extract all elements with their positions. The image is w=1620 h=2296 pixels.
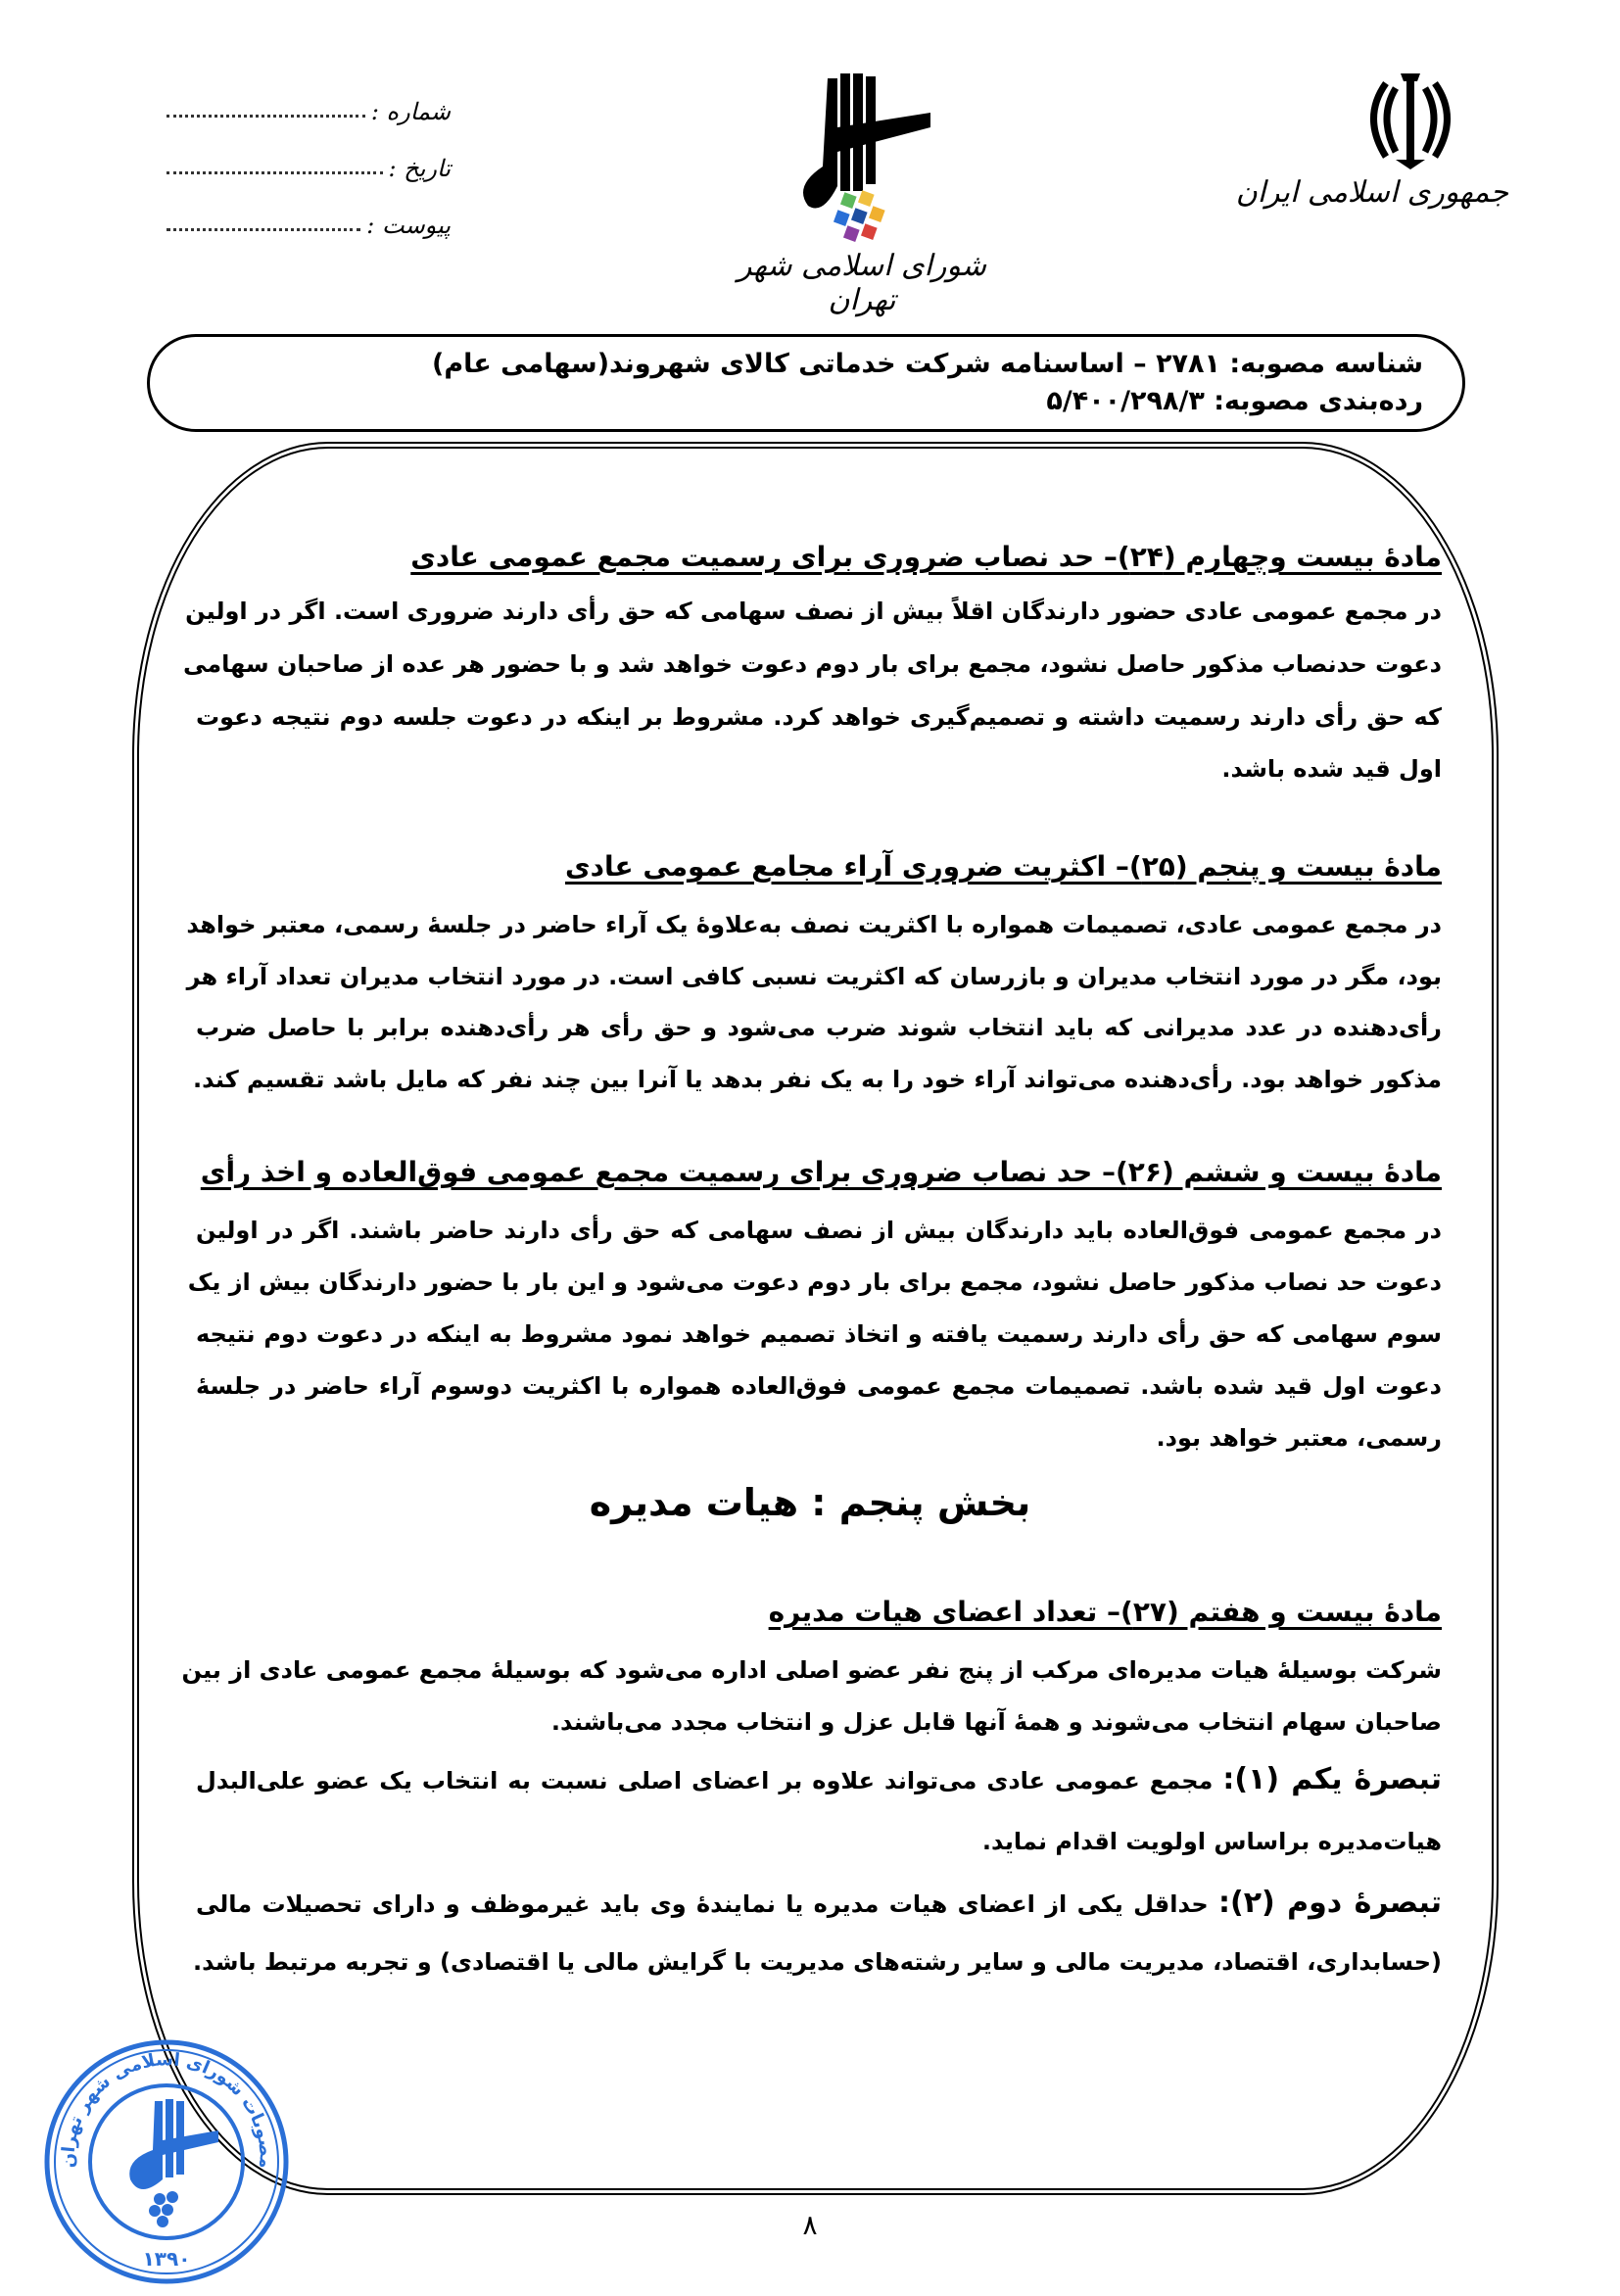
article-27-line: صاحبان سهام انتخاب می‌شوند و همهٔ آنها قابل عزل و انتخاب مجدد می‌باشند. — [550, 1708, 1442, 1736]
date-field — [167, 143, 451, 182]
article-26-line: رسمی، معتبر خواهد بود. — [1156, 1424, 1442, 1452]
article-24-line: در مجمع عمومی عادی حضور دارندگان اقلاً بیش از نصف سهامی که حق رأی دارند ضروری است. اگر در اولین — [185, 598, 1442, 625]
resolution-header — [147, 334, 1465, 432]
article-24-line: دعوت حدنصاب مذکور حاصل نشود، مجمع برای بار دوم دعوت خواهد شد و با حضور هر عده از صاحبان سهامی — [182, 650, 1442, 678]
stamp-seal-icon — [37, 2033, 297, 2292]
number-field — [167, 86, 451, 125]
article-27-heading: مادهٔ بیست و هفتم (۲۷)– تعداد اعضای هیات مدیره — [768, 1596, 1442, 1628]
iran-emblem — [1235, 64, 1508, 250]
iran-emblem-icon — [1357, 64, 1464, 171]
attachment-label: پیوست : — [366, 212, 451, 239]
note-2-text: حداقل یکی از اعضای هیات مدیره یا نمایندهٔ وی باید غیرموظف و دارای تحصیلات مالی — [196, 1890, 1209, 1918]
article-26-line: سوم سهامی که حق رأی دارند رسمیت یافته و اتخاذ تصمیم خواهد نمود مشروط به اینکه در دعوت دوم نتیجه — [196, 1320, 1442, 1348]
date-label: تاریخ : — [388, 155, 451, 182]
article-25-line: رأی‌دهنده در عدد مدیرانی که باید انتخاب شوند ضرب می‌شود و حق رأی هر رأی‌دهنده برابر با حاصل ضرب — [196, 1014, 1442, 1041]
note-1-line: هیات‌مدیره براساس اولویت اقدام نماید. — [981, 1828, 1442, 1855]
council-stamp — [37, 2033, 297, 2292]
article-26-heading: مادهٔ بیست و ششم (۲۶)– حد نصاب ضروری برای رسمیت مجمع عمومی فوق‌العاده و اخذ رأی — [200, 1156, 1442, 1188]
svg-text:۱۳۹۰: ۱۳۹۰ — [142, 2247, 191, 2271]
attachment-field — [167, 200, 451, 239]
section-title: بخش پنجم : هیات مدیره — [589, 1481, 1031, 1524]
note-1-line — [196, 1763, 1442, 1797]
attachment-dots — [167, 228, 360, 231]
article-26-line: دعوت حد نصاب مذکور حاصل نشود، مجمع برای بار دوم دعوت می‌شود و این بار با حضور دارندگان بیش از یک — [187, 1268, 1442, 1296]
note-1-label: تبصرهٔ یکم (۱): — [1222, 1762, 1443, 1796]
resolution-classification: رده‌بندی مصوبه: ۵/۴۰۰/۲۹۸/۳ — [1046, 386, 1423, 416]
article-25-line: مذکور خواهد بود. رأی‌دهنده می‌تواند آراء خود را به یک نفر بدهد یا آنرا بین چند نفر که مایل باشد تقسیم کند. — [192, 1066, 1442, 1093]
article-25-line: بود، مگر در مورد انتخاب مدیران و بازرسان که اکثریت نسبی کافی است. در مورد انتخاب مدیران تعداد آراء هر — [186, 963, 1442, 990]
note-2-line: (حسابداری، اقتصاد، مدیریت مالی و سایر رشته‌های مدیریت با گرایش مالی یا اقتصادی) و تجربه مرتبط باشد. — [192, 1948, 1442, 1976]
article-26-line: دعوت اول قید شده باشد. تصمیمات مجمع عمومی فوق‌العاده همواره با اکثریت دوسوم آراء حاضر در جلسهٔ — [196, 1372, 1442, 1400]
article-24-line: که حق رأی دارند رسمیت داشته و تصمیم‌گیری خواهد کرد. مشروط بر اینکه در دعوت جلسه دوم نتیجه دعوت — [196, 703, 1442, 731]
note-1-text: مجمع عمومی عادی می‌تواند علاوه بر اعضای اصلی نسبت به انتخاب یک عضو علی‌البدل — [196, 1767, 1214, 1794]
article-24-line: اول قید شده باشد. — [1221, 755, 1442, 783]
council-logo-icon — [715, 69, 1009, 245]
council-logo — [715, 69, 1009, 317]
article-25-heading: مادهٔ بیست و پنجم (۲۵)– اکثریت ضروری آراء مجامع عمومی عادی — [564, 850, 1442, 883]
council-name: شورای اسلامی شهر تهران — [738, 249, 986, 317]
note-2-line — [196, 1887, 1442, 1921]
article-26-line: در مجمع عمومی فوق‌العاده باید دارندگان بیش از نصف سهامی که حق رأی دارند حاضر باشند. اگر در اولین — [196, 1217, 1442, 1244]
number-label: شماره : — [370, 98, 451, 125]
svg-text:مصوبات شورای اسلامی شهر تهران: مصوبات شورای اسلامی شهر تهران — [58, 2049, 276, 2170]
date-dots — [167, 171, 383, 174]
article-24-heading: مادهٔ بیست وچهارم (۲۴)– حد نصاب ضروری برای رسمیت مجمع عمومی عادی — [410, 541, 1442, 573]
article-25-line: در مجمع عمومی عادی، تصمیمات همواره با اکثریت نصف به‌علاوهٔ یک آراء حاضر در جلسهٔ رسمی، معتبر خواهد — [186, 911, 1442, 938]
page-number: ۸ — [802, 2209, 818, 2241]
country-name: جمهوری اسلامی ایران — [1235, 175, 1508, 210]
number-dots — [167, 115, 365, 118]
note-2-label: تبصرهٔ دوم (۲): — [1217, 1886, 1443, 1920]
resolution-title: شناسه مصوبه: ۲۷۸۱ – اساسنامه شرکت خدماتی کالای شهروند(سهامی عام) — [432, 349, 1423, 379]
article-27-line: شرکت بوسیلهٔ هیات مدیره‌ای مرکب از پنج نفر عضو اصلی اداره می‌شود که بوسیلهٔ مجمع عمومی عادی از بین — [181, 1656, 1442, 1684]
